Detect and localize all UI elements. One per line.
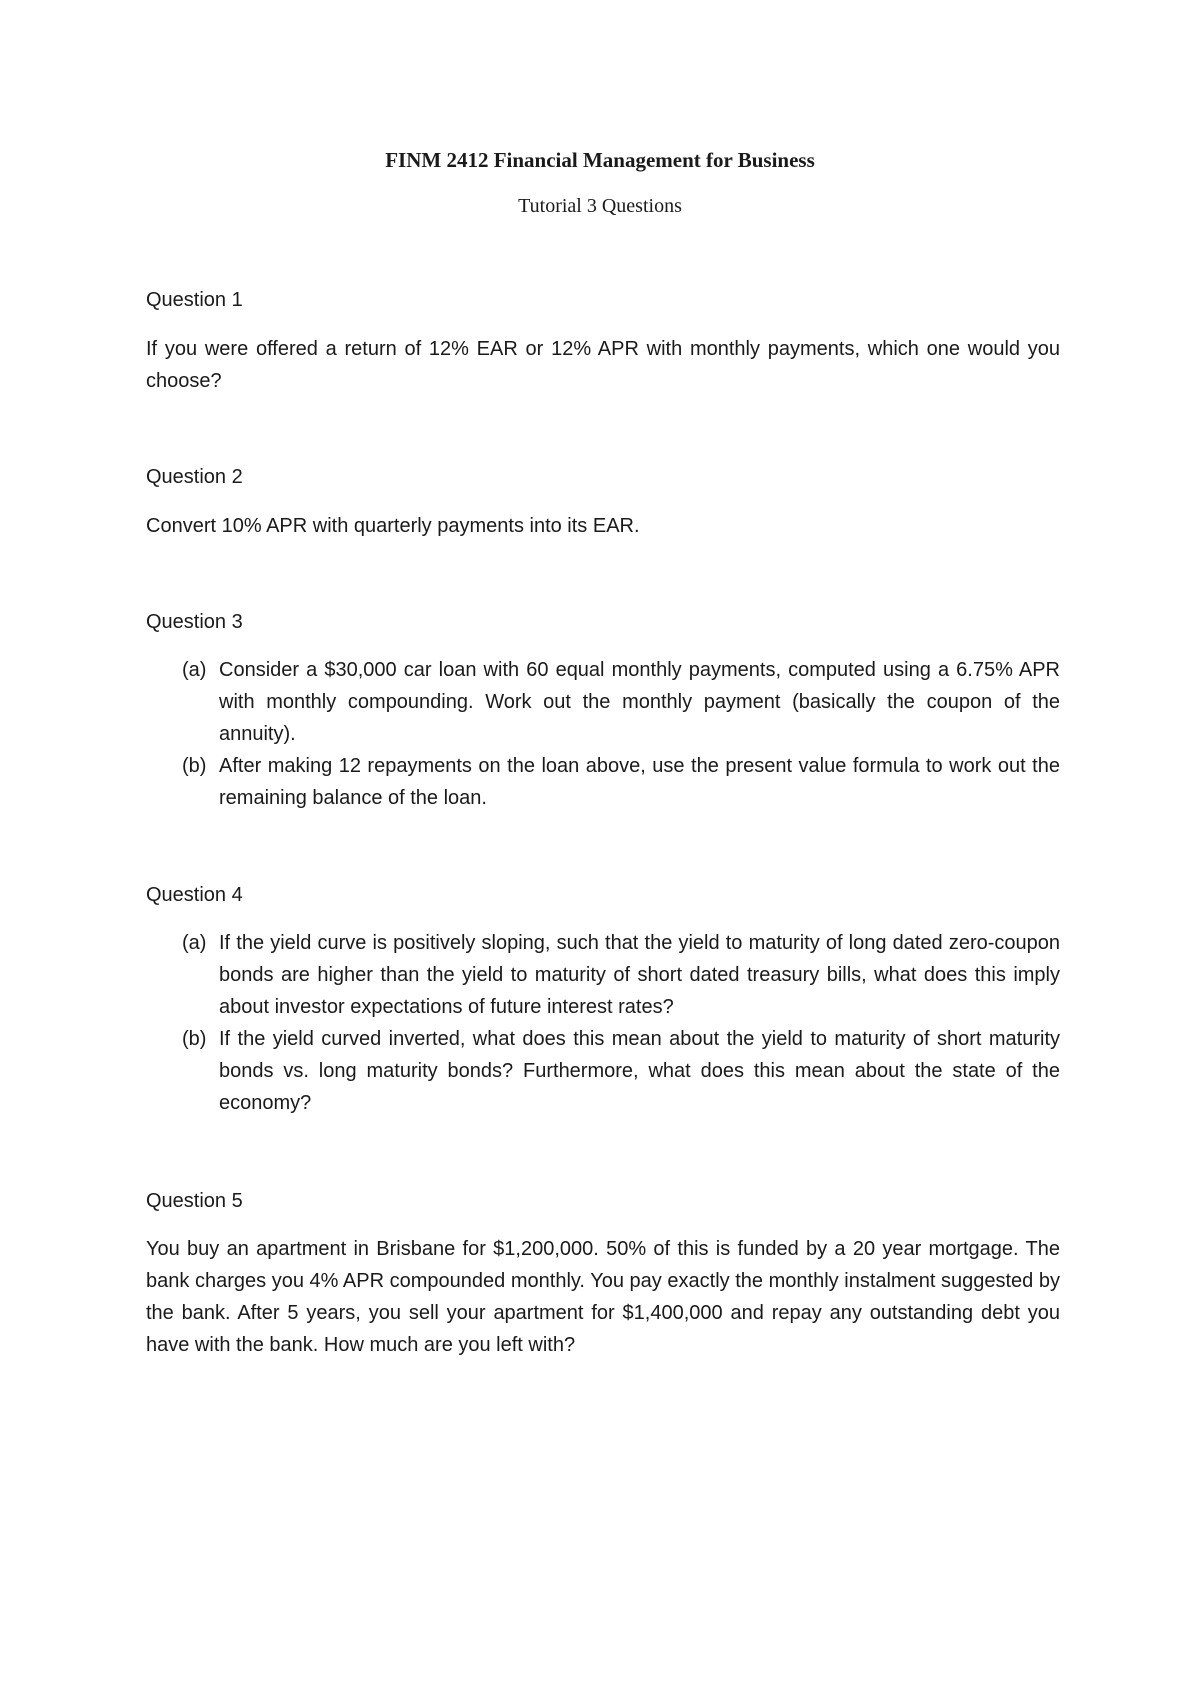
question-1-text: If you were offered a return of 12% EAR or 12% APR with monthly payments, which one would you choose? (146, 338, 1060, 392)
question-2-text: Convert 10% APR with quarterly payments into its EAR. (146, 515, 640, 537)
document-subtitle: Tutorial 3 Questions (518, 195, 682, 217)
part-marker: (a) (182, 932, 207, 954)
question-3-parts (146, 654, 1060, 814)
question-4-part-a (146, 927, 1060, 1023)
question-4-parts (146, 927, 1060, 1119)
part-marker: (b) (182, 1028, 207, 1050)
part-text: If the yield curve is positively sloping, such that the yield to maturity of long dated zero-coupon bonds are higher than the yield to maturity of short dated treasury bills, what does this imply about investor expectations of future interest rates? (219, 932, 1060, 1018)
question-4-part-b (146, 1023, 1060, 1119)
question-5-text: You buy an apartment in Brisbane for $1,200,000. 50% of this is funded by a 20 year mortgage. The bank charges you 4% APR compounded monthly. You pay exactly the monthly instalment suggested by the bank. After 5 years, you sell your apartment for $1,400,000 and repay any outstanding debt you have with the bank. How much are you left with? (146, 1238, 1060, 1356)
question-4-heading: Question 4 (146, 884, 243, 906)
question-1-heading: Question 1 (146, 289, 243, 311)
question-2-heading: Question 2 (146, 466, 243, 488)
part-marker: (b) (182, 755, 207, 777)
document-title: FINM 2412 Financial Management for Business (385, 148, 815, 172)
part-marker: (a) (182, 659, 207, 681)
question-3-part-a (146, 654, 1060, 750)
question-3-heading: Question 3 (146, 611, 243, 633)
question-3-part-b (146, 750, 1060, 814)
part-text: After making 12 repayments on the loan above, use the present value formula to work out the remaining balance of the loan. (219, 755, 1060, 809)
question-5-heading: Question 5 (146, 1190, 243, 1212)
part-text: Consider a $30,000 car loan with 60 equal monthly payments, computed using a 6.75% APR with monthly compounding. Work out the monthly payment (basically the coupon of the annuity). (219, 659, 1060, 745)
part-text: If the yield curved inverted, what does this mean about the yield to maturity of short maturity bonds vs. long maturity bonds? Furthermore, what does this mean about the state of the economy? (219, 1028, 1060, 1114)
